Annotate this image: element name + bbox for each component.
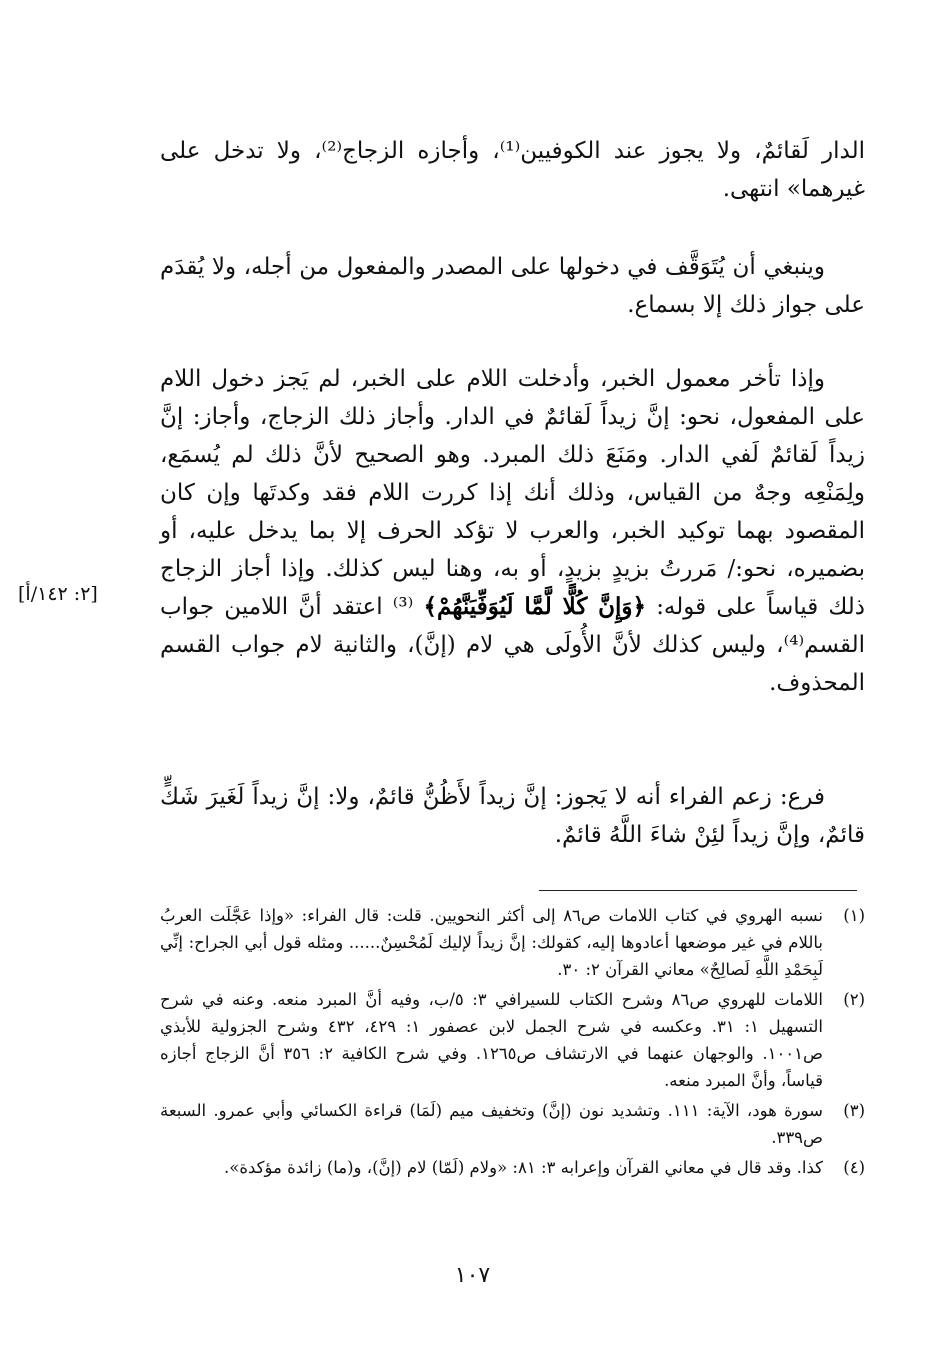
paragraph-2: [160, 248, 865, 324]
footnotes: [160, 902, 865, 1184]
footnote-separator: [539, 890, 857, 891]
footnote-number: (٢): [843, 990, 865, 1009]
paragraph-2-text: وينبغي أن يُتَوَقَّف في دخولها على المصدر والمفعول من أجله، ولا يُقدَم على جواز ذلك إلا بسماع.: [160, 254, 865, 318]
footnote-4: [160, 1154, 865, 1181]
paragraph-1-text: الدار لَقائمٌ، ولا يجوز عند الكوفيين⁽¹⁾، وأجازه الزجاج⁽²⁾، ولا تدخل على غيرهما» انتهى.: [160, 138, 865, 202]
footnote-2: [160, 986, 865, 1094]
manuscript-folio-reference: [٢: ١٤٢/أ]: [18, 583, 98, 605]
footnote-text: اللامات للهروي ص٨٦ وشرح الكتاب للسيرافي ٣: ٥/ب، وفيه أنَّ المبرد منعه. وعنه في شرح التسهيل ١: ٣١. وعكسه في شرح الجمل لابن عصفور ١: ٤٢٩، ٤٣٢ وشرح الجزولية للأبذي ص١٠٠١. والوجهان عنهما في الارتشاف ص١٢٦٥. وفي شرح الكافية ٢: ٣٥٦ أنَّ الزجاج أجازه قياساً، وأنَّ المبرد منعه.: [160, 990, 823, 1090]
footnote-number: (١): [843, 906, 865, 925]
footnote-3: [160, 1097, 865, 1151]
footnote-text: سورة هود، الآية: ١١١. وتشديد نون (إنَّ) وتخفيف ميم (لَمَا) قراءة الكسائي وأبي عمرو. السبعة ص٣٣٩.: [160, 1101, 823, 1147]
paragraph-1: [160, 132, 865, 208]
quran-citation: ﴿وَإِنَّ كُلًّا لَّمَّا لَيُوَفِّيَنَّهُمْ﴾: [423, 593, 647, 620]
paragraph-4-text: فرع: زعم الفراء أنه لا يَجوز: إنَّ زيداً لأَظُنُّ قائمٌ، ولا: إنَّ زيداً لَغَيرَ شَكٍّ قائمٌ، وإنَّ زيداً لئِنْ شاءَ اللَّهُ قائمٌ.: [160, 784, 865, 848]
page-number: ١٠٧: [454, 1263, 491, 1288]
paragraph-3-text: وإذا تأخر معمول الخبر، وأدخلت اللام على الخبر، لم يَجز دخول اللام على المفعول، نحو: إنَّ زيداً لَقائمٌ في الدار. وأجاز ذلك الزجاج، وأجاز: إنَّ زيداً لَقائمٌ لَفي الدار. ومَنَعَ ذلك المبرد. وهو الصحيح لأنَّ ذلك لم يُسمَع، ولِمَنْعِه وجهٌ من القياس، وذلك أنك إذا كررت اللام فقد وكدتَها وإن كان المقصود بهما توكيد الخبر، والعرب لا تؤكد الحرف إلا بما يدخل عليه، أو بضميره، نحو:/ مَررتُ بزيدٍ بزيدٍ، أو به، وهنا ليس كذلك. وإذا أجاز الزجاج ذلك قياساً على قوله:: [160, 366, 866, 620]
paragraph-4: [160, 778, 865, 854]
footnote-text: كذا. وقد قال في معاني القرآن وإعرابه ٣: ٨١: «ولام (لَمّا) لام (إنَّ)، و(ما) زائدة مؤكدة».: [224, 1158, 823, 1177]
footnote-text: نسبه الهروي في كتاب اللامات ص٨٦ إلى أكثر النحويين. قلت: قال الفراء: «وإذا عَجَّلَت العربُ باللام في غير موضعها أعادوها إليه، كقولك: إنَّ زيداً لإليك لَمُحْسِنٌ...... ومثله قول أبي الجراح: إنِّي لَبِحَمْدِ اللَّهِ لَصالِحٌ» معاني القرآن ٢: ٣٠.: [160, 906, 823, 979]
footnote-number: (٣): [843, 1101, 865, 1120]
footnote-number: (٤): [843, 1158, 865, 1177]
paragraph-3: [160, 360, 865, 702]
paragraph-3-continuation: ⁽³⁾ اعتقد أنَّ اللامين جواب القسم⁽⁴⁾، وليس كذلك لأنَّ الأُولَى هي لام (إنَّ)، والثانية لام جواب القسم المحذوف.: [160, 594, 865, 696]
footnote-1: [160, 902, 865, 983]
